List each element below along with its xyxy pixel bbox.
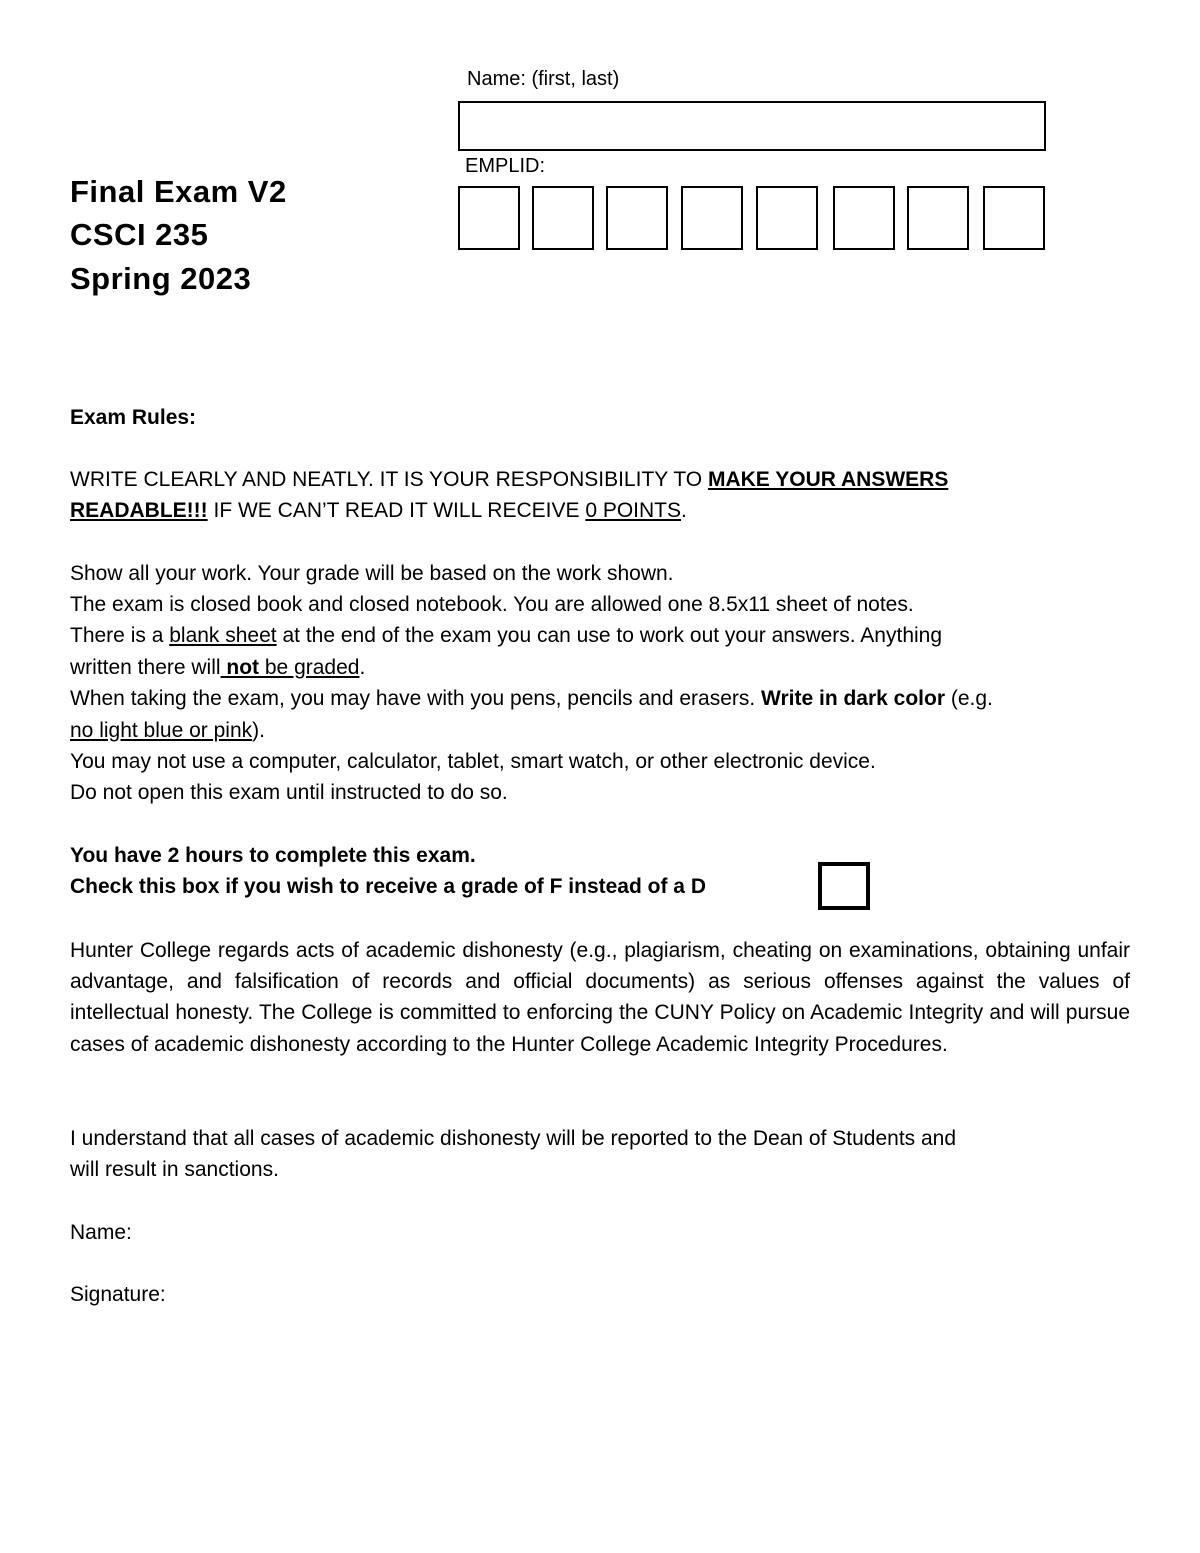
warning-text: WRITE CLEARLY AND NEATLY. IT IS YOUR RESPONSIBILITY TO (70, 468, 708, 491)
emplid-digit-box[interactable] (756, 186, 818, 250)
acknowledgement-line-2: will result in sanctions. (70, 1158, 279, 1181)
rule-text: There is a (70, 624, 170, 647)
rule-text: When taking the exam, you may have with you pens, pencils and erasers. (70, 687, 762, 710)
grade-f-checkbox[interactable] (818, 862, 870, 910)
rule-text: . (359, 656, 366, 679)
readability-warning-line-2 (70, 495, 687, 526)
zero-points-text: 0 POINTS (585, 499, 682, 522)
rule-text: at the end of the exam you can use to work out your answers. Anything (276, 624, 943, 647)
rule-no-devices: You may not use a computer, calculator, tablet, smart watch, or other electronic device. (70, 750, 876, 773)
warning-emphasis: READABLE!!! (70, 499, 208, 522)
rule-text: written there will (70, 656, 221, 679)
academic-integrity-statement: Hunter College regards acts of academic dishonesty (e.g., plagiarism, cheating on examinations, obtaining unfair advantage, and falsification of records and official documents) as serious offenses against the values of intellectual honesty. The College is committed to enforcing the CUNY Policy on Academic Integrity and will pursue cases of academic dishonesty according to the Hunter College Academic Integrity Procedures. (70, 939, 1130, 1056)
color-example-text: no light blue or pink (70, 719, 253, 742)
rule-closed-book: The exam is closed book and closed notebook. You are allowed one 8.5x11 sheet of notes. (70, 593, 914, 616)
emplid-digit-box[interactable] (606, 186, 668, 250)
signature-label: Signature: (70, 1283, 166, 1306)
rule-blank-sheet-line-2 (70, 652, 365, 683)
exam-title: Final Exam V2 (70, 174, 287, 209)
name-input-box[interactable] (458, 101, 1046, 151)
rule-text: ). (252, 719, 265, 742)
graded-text: be graded (259, 656, 360, 679)
emplid-digit-box[interactable] (983, 186, 1045, 250)
emplid-label: EMPLID: (465, 155, 546, 177)
acknowledgement-line-1: I understand that all cases of academic dishonesty will be reported to the Dean of Students and (70, 1127, 957, 1150)
emplid-digit-box[interactable] (458, 186, 520, 250)
time-notice: You have 2 hours to complete this exam. (70, 844, 476, 867)
not-emphasis: not (220, 656, 260, 679)
exam-rules-heading: Exam Rules: (70, 406, 197, 429)
exam-term: Spring 2023 (70, 261, 252, 296)
warning-emphasis: MAKE YOUR ANSWERS (707, 468, 949, 491)
emplid-digit-box[interactable] (532, 186, 594, 250)
rule-text: (e.g. (945, 687, 993, 710)
rule-materials-line-1 (70, 683, 993, 714)
dark-color-emphasis: Write in dark color (761, 687, 946, 710)
emplid-digit-box[interactable] (681, 186, 743, 250)
signature-name-label: Name: (70, 1221, 132, 1244)
rule-materials-line-2 (70, 715, 265, 746)
readability-warning-line-1 (70, 464, 948, 495)
name-field-label: Name: (first, last) (467, 68, 620, 90)
rule-do-not-open: Do not open this exam until instructed to do so. (70, 781, 508, 804)
rule-show-work: Show all your work. Your grade will be based on the work shown. (70, 562, 674, 585)
course-code: CSCI 235 (70, 217, 209, 252)
rule-blank-sheet-line-1 (70, 620, 942, 651)
emplid-digit-box[interactable] (907, 186, 969, 250)
emplid-digit-box[interactable] (833, 186, 895, 250)
grade-option-label: Check this box if you wish to receive a grade of F instead of a D (70, 875, 706, 898)
warning-period: . (681, 499, 687, 522)
blank-sheet-text: blank sheet (169, 624, 277, 647)
warning-text: IF WE CAN’T READ IT WILL RECEIVE (207, 499, 586, 522)
